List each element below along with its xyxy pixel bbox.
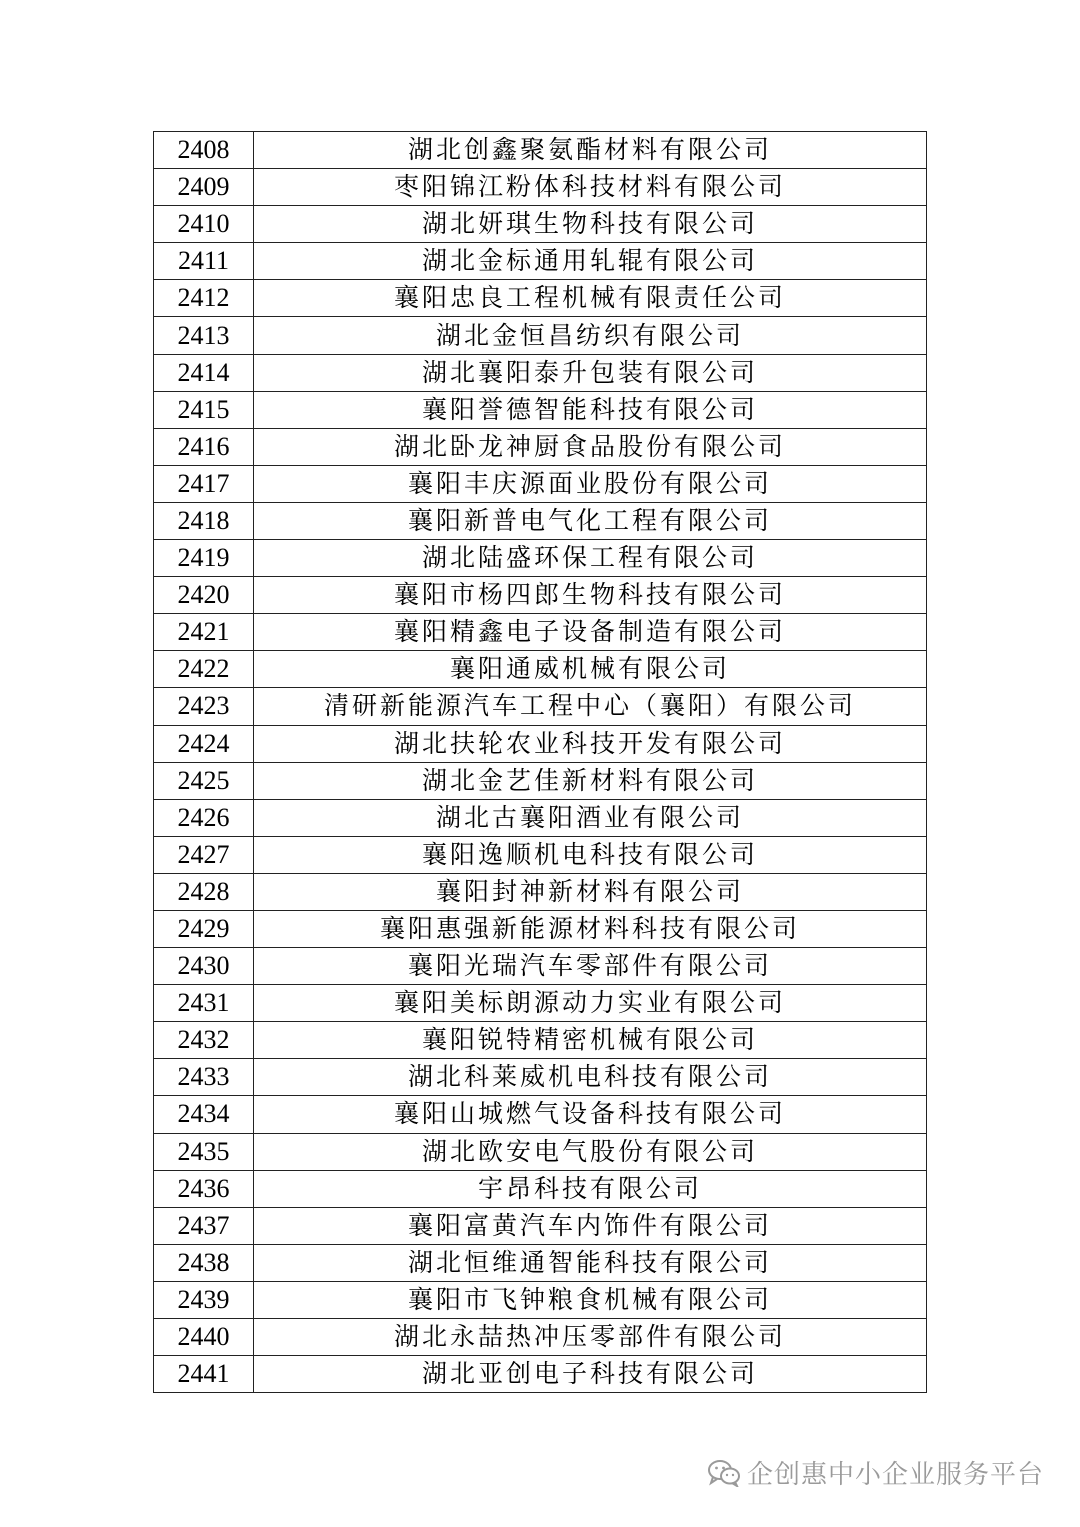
- company-name: 湖北亚创电子科技有限公司: [254, 1356, 927, 1393]
- company-name: 清研新能源汽车工程中心（襄阳）有限公司: [254, 688, 927, 725]
- table-row: [154, 873, 927, 910]
- row-number: 2416: [154, 428, 254, 465]
- table-row: [154, 1356, 927, 1393]
- row-number: 2408: [154, 132, 254, 169]
- company-name: 襄阳逸顺机电科技有限公司: [254, 836, 927, 873]
- row-number: 2439: [154, 1281, 254, 1318]
- row-number: 2410: [154, 206, 254, 243]
- table-row: [154, 985, 927, 1022]
- company-name: 湖北永喆热冲压零部件有限公司: [254, 1319, 927, 1356]
- row-number: 2438: [154, 1244, 254, 1281]
- company-name: 襄阳精鑫电子设备制造有限公司: [254, 614, 927, 651]
- row-number: 2412: [154, 280, 254, 317]
- company-name: 襄阳丰庆源面业股份有限公司: [254, 465, 927, 502]
- table-row: [154, 1281, 927, 1318]
- row-number: 2426: [154, 799, 254, 836]
- company-name: 襄阳锐特精密机械有限公司: [254, 1022, 927, 1059]
- row-number: 2435: [154, 1133, 254, 1170]
- table-row: [154, 391, 927, 428]
- table-row: [154, 836, 927, 873]
- table-row: [154, 651, 927, 688]
- company-list-table: [153, 131, 927, 1393]
- table-row: [154, 169, 927, 206]
- table-row: [154, 1096, 927, 1133]
- row-number: 2432: [154, 1022, 254, 1059]
- watermark-text: 企创惠中小企业服务平台: [746, 1460, 1044, 1490]
- table-row: [154, 688, 927, 725]
- table-row: [154, 614, 927, 651]
- company-name: 襄阳富黄汽车内饰件有限公司: [254, 1207, 927, 1244]
- table-row: [154, 428, 927, 465]
- table-row: [154, 354, 927, 391]
- company-name: 宇昂科技有限公司: [254, 1170, 927, 1207]
- company-name: 襄阳山城燃气设备科技有限公司: [254, 1096, 927, 1133]
- company-name: 湖北科莱威机电科技有限公司: [254, 1059, 927, 1096]
- company-name: 湖北古襄阳酒业有限公司: [254, 799, 927, 836]
- row-number: 2413: [154, 317, 254, 354]
- company-name: 襄阳誉德智能科技有限公司: [254, 391, 927, 428]
- table-row: [154, 1319, 927, 1356]
- table-row: [154, 540, 927, 577]
- row-number: 2418: [154, 502, 254, 539]
- company-name: 湖北金标通用轧辊有限公司: [254, 243, 927, 280]
- row-number: 2436: [154, 1170, 254, 1207]
- table-row: [154, 243, 927, 280]
- company-name: 枣阳锦江粉体科技材料有限公司: [254, 169, 927, 206]
- row-number: 2441: [154, 1356, 254, 1393]
- company-name: 襄阳忠良工程机械有限责任公司: [254, 280, 927, 317]
- watermark: [707, 1454, 1044, 1491]
- company-name: 襄阳新普电气化工程有限公司: [254, 502, 927, 539]
- company-name: 湖北金艺佳新材料有限公司: [254, 762, 927, 799]
- table-row: [154, 1059, 927, 1096]
- row-number: 2421: [154, 614, 254, 651]
- row-number: 2428: [154, 873, 254, 910]
- table-row: [154, 577, 927, 614]
- row-number: 2437: [154, 1207, 254, 1244]
- company-name: 襄阳美标朗源动力实业有限公司: [254, 985, 927, 1022]
- table-row: [154, 910, 927, 947]
- company-name: 襄阳通威机械有限公司: [254, 651, 927, 688]
- company-name: 湖北襄阳泰升包装有限公司: [254, 354, 927, 391]
- company-name: 湖北卧龙神厨食品股份有限公司: [254, 428, 927, 465]
- row-number: 2411: [154, 243, 254, 280]
- wechat-icon: [707, 1459, 741, 1487]
- table-row: [154, 1244, 927, 1281]
- row-number: 2423: [154, 688, 254, 725]
- row-number: 2422: [154, 651, 254, 688]
- company-name: 湖北金恒昌纺织有限公司: [254, 317, 927, 354]
- row-number: 2424: [154, 725, 254, 762]
- row-number: 2420: [154, 577, 254, 614]
- row-number: 2440: [154, 1319, 254, 1356]
- company-name: 襄阳惠强新能源材料科技有限公司: [254, 910, 927, 947]
- row-number: 2427: [154, 836, 254, 873]
- table-row: [154, 799, 927, 836]
- table-row: [154, 206, 927, 243]
- table-row: [154, 762, 927, 799]
- company-name: 湖北扶轮农业科技开发有限公司: [254, 725, 927, 762]
- company-name: 襄阳市飞钟粮食机械有限公司: [254, 1281, 927, 1318]
- table-row: [154, 725, 927, 762]
- company-name: 襄阳封神新材料有限公司: [254, 873, 927, 910]
- table-row: [154, 1022, 927, 1059]
- company-name: 湖北恒维通智能科技有限公司: [254, 1244, 927, 1281]
- table-row: [154, 1207, 927, 1244]
- company-name: 湖北欧安电气股份有限公司: [254, 1133, 927, 1170]
- table-row: [154, 948, 927, 985]
- table-row: [154, 317, 927, 354]
- table-row: [154, 465, 927, 502]
- table-row: [154, 280, 927, 317]
- row-number: 2430: [154, 948, 254, 985]
- row-number: 2419: [154, 540, 254, 577]
- row-number: 2409: [154, 169, 254, 206]
- row-number: 2414: [154, 354, 254, 391]
- company-name: 湖北陆盛环保工程有限公司: [254, 540, 927, 577]
- row-number: 2433: [154, 1059, 254, 1096]
- company-name: 湖北创鑫聚氨酯材料有限公司: [254, 132, 927, 169]
- table-row: [154, 132, 927, 169]
- row-number: 2417: [154, 465, 254, 502]
- row-number: 2415: [154, 391, 254, 428]
- row-number: 2431: [154, 985, 254, 1022]
- table-row: [154, 502, 927, 539]
- row-number: 2434: [154, 1096, 254, 1133]
- company-name: 襄阳光瑞汽车零部件有限公司: [254, 948, 927, 985]
- row-number: 2425: [154, 762, 254, 799]
- company-name: 襄阳市杨四郎生物科技有限公司: [254, 577, 927, 614]
- table-row: [154, 1170, 927, 1207]
- company-name: 湖北妍琪生物科技有限公司: [254, 206, 927, 243]
- table-row: [154, 1133, 927, 1170]
- row-number: 2429: [154, 910, 254, 947]
- company-list-body: [154, 132, 927, 1393]
